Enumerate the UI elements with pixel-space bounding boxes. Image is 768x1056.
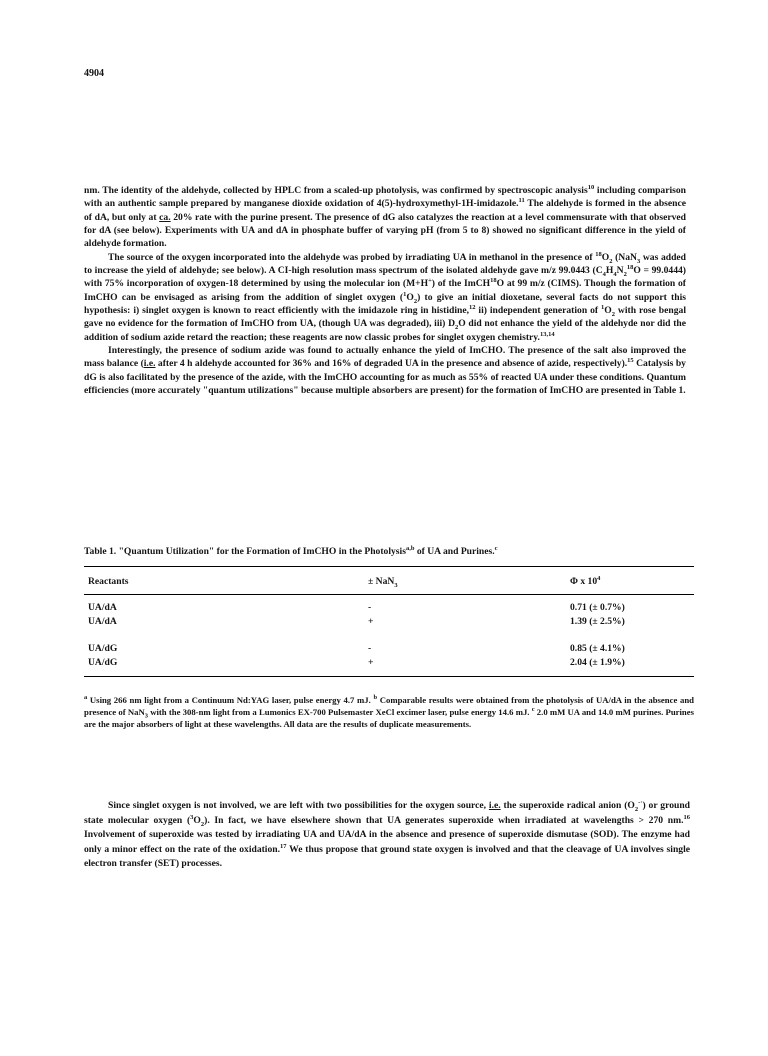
table-bottom-rule	[84, 676, 694, 677]
table-row-2-reactants: UA/dA	[88, 616, 117, 627]
table-caption: Table 1. "Quantum Utilization" for the Formation of ImCHO in the Photolysis$^{a,b}$ of UA and Purines.$^c$	[84, 544, 498, 557]
table-footnote: $^a$ Using 266 nm light from a Continuum Nd:YAG laser, pulse energy 4.7 mJ. $^b$ Comparable results were obtained from the photolysis of UA/dA in the absence and presence of NaN$_3$ with the 308-nm light from a Lumonics EX-700 Pulsemaster XeCl excimer laser, pulse energy 14.6 mJ. $^c$ 2.0 mM UA and 14.0 mM purines. Purines are the major absorbers of light at these wavelengths. All data are the results of duplicate measurements.	[84, 694, 695, 730]
paragraph-superoxide	[84, 799, 690, 872]
table-row-4-nan3: +	[368, 657, 374, 668]
table-row-4-phi: 2.04 (± 1.9%)	[570, 657, 625, 668]
paragraph-superoxide-text: Since singlet oxygen is not involved, we are left with two possibilities for the oxygen source, i.e. the superoxide radical anion $(O_2^{-\cdot})$ or ground state molecular oxygen $(^3O_2)$. In fact, we have elsewhere shown that UA generates superoxide when irradiated at wavelengths > 270 nm.$^{16}$ Involvement of superoxide was tested by irradiating UA and UA/dA in the absence and presence of superoxide dismutase (SOD). The enzyme had only a minor effect on the rate of the oxidation.$^{17}$ We thus propose that ground state oxygen is involved and that the cleavage of UA involves single electron transfer (SET) processes.	[84, 798, 691, 870]
table-row-4-reactants: UA/dG	[88, 657, 118, 668]
header-reactants: Reactants	[88, 576, 129, 587]
data-table	[84, 566, 694, 678]
table-row-1-phi: 0.71 (± 0.7%)	[570, 602, 625, 613]
table-row-1-nan3: -	[368, 602, 372, 613]
table-row-1-reactants: UA/dA	[88, 602, 117, 613]
table-row-3-reactants: UA/dG	[88, 643, 118, 654]
paragraph-oxygen-source: The source of the oxygen incorporated into the aldehyde was probed by irradiating UA in methanol in the presence of $^{18}O_2$ (NaN$_3$ was added to increase the yield of aldehyde; see below). A CI-high resolution mass spectrum of the isolated aldehyde gave m/z 99.0443 $(C_4H_4N_2^{18}O = 99.0444)$ with 75% incorporation of oxygen-18 determined by using the molecular ion (M+H+) of the ImCH$^{18}$O at 99 m/z (CIMS). Though the formation of ImCHO can be envisaged as arising from the addition of singlet oxygen $(^1O_2)$ to give an initial dioxetane, several facts do not support this hypothesis: i) singlet oxygen is known to react efficiently with the imidazole ring in histidine,$^{12}$ ii) independent generation of $^1O_2$ with rose bengal gave no evidence for the formation of ImCHO from UA, (though UA was degraded), iii) $D_2O$ did not enhance the yield of the aldehyde nor did the addition of sodium azide retard the reaction; these reagents are now classic probes for singlet oxygen chemistry.$^{13,14}$	[84, 250, 687, 343]
page-number: 4904	[84, 68, 104, 79]
table-header-rule	[84, 594, 694, 595]
table-row-3-phi: 0.85 (± 4.1%)	[570, 643, 625, 654]
table-top-rule	[84, 566, 694, 567]
table-row-3-nan3: -	[368, 643, 372, 654]
table-row-2-phi: 1.39 (± 2.5%)	[570, 616, 625, 627]
paragraph-azide-effect: Interestingly, the presence of sodium azide was found to actually enhance the yield of ImCHO. The presence of the salt also improved the mass balance (i.e. after 4 h aldehyde accounted for 36% and 16% of degraded UA in the presence and absence of azide, respectively).$^{15}$ Catalysis by dG is also facilitated by the presence of the azide, with the ImCHO accounting for as much as 55% of reacted UA under these conditions. Quantum efficiencies (more accurately "quantum utilizations" because multiple absorbers are present) for the formation of ImCHO are presented in Table 1.	[84, 345, 686, 397]
header-phi: Φ x $10^4$	[570, 574, 601, 587]
body-text	[84, 184, 686, 398]
paragraph-aldehyde-identity: nm. The identity of the aldehyde, collected by HPLC from a scaled-up photolysis, was confirmed by spectroscopic analysis$^{10}$ including comparison with an authentic sample prepared by manganese dioxide oxidation of 4(5)-hydroxymethyl-1H-imidazole.$^{11}$ The aldehyde is formed in the absence of dA, but only at ca. 20% rate with the purine present. The presence of dG also catalyzes the reaction at a level commensurate with that observed for dA (see below). Experiments with UA and dA in phosphate buffer of varying pH (from 5 to 8) showed no significant difference in the yield of aldehyde formation.	[84, 183, 686, 250]
table-row-2-nan3: +	[368, 616, 374, 627]
header-nan3: ± NaN$_3$	[368, 576, 398, 589]
